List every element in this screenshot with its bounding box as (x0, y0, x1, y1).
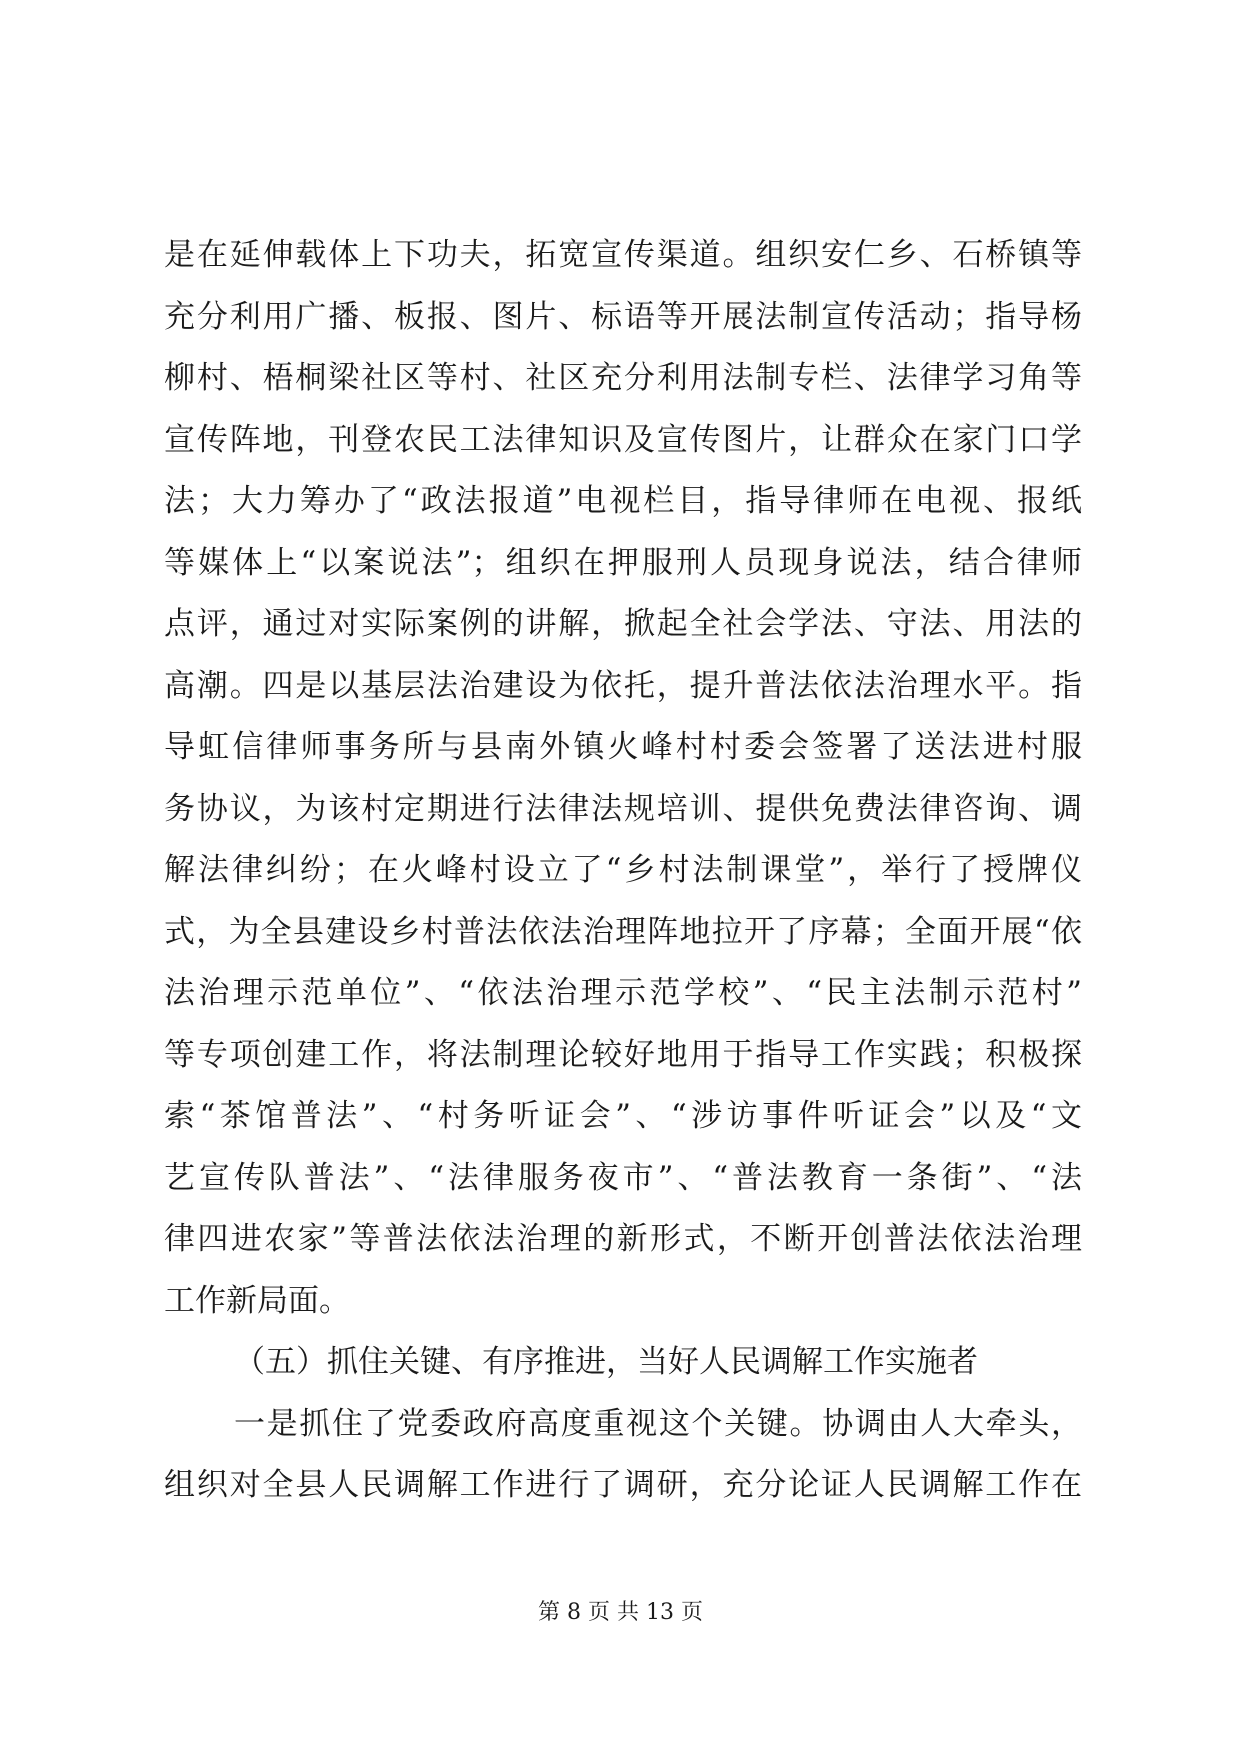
text-line: 等专项创建工作，将法制理论较好地用于指导工作实践；积极探 (164, 1036, 1082, 1073)
text-line: 柳村、梧桐梁社区等村、社区充分利用法制专栏、法律学习角等 (164, 360, 1082, 396)
text-line: 点评，通过对实际案例的讲解，掀起全社会学法、守法、用法的 (164, 606, 1082, 642)
page-number-footer: 第 8 页 共 13 页 (538, 1600, 703, 1625)
text-line: 一是抓住了党委政府高度重视这个关键。协调由人大牵头， (234, 1405, 1082, 1442)
text-line: 等媒体上“以案说法”；组织在押服刑人员现身说法，结合律师 (164, 544, 1082, 581)
text-line: 高潮。四是以基层法治建设为依托，提升普法依法治理水平。指 (164, 667, 1082, 704)
text-line: 充分利用广播、板报、图片、标语等开展法制宣传活动；指导杨 (164, 298, 1082, 335)
text-line: 工作新局面。 (164, 1282, 350, 1319)
body-text (164, 225, 1082, 1517)
text-line: 务协议，为该村定期进行法律法规培训、提供免费法律咨询、调 (164, 790, 1082, 827)
text-line: 组织对全县人民调解工作进行了调研，充分论证人民调解工作在 (164, 1467, 1082, 1503)
text-line: 法治理示范单位”、“依法治理示范学校”、“民主法制示范村” (164, 975, 1082, 1011)
text-line: 是在延伸载体上下功夫，拓宽宣传渠道。组织安仁乡、石桥镇等 (164, 237, 1082, 273)
text-line: 法；大力筹办了“政法报道”电视栏目，指导律师在电视、报纸 (164, 483, 1082, 519)
text-line: 艺宣传队普法”、“法律服务夜市”、“普法教育一条街”、“法 (164, 1159, 1082, 1196)
text-line: 式，为全县建设乡村普法依法治理阵地拉开了序幕；全面开展“依 (164, 913, 1082, 950)
text-line: 导虹信律师事务所与县南外镇火峰村村委会签署了送法进村服 (164, 729, 1082, 765)
text-line: 宣传阵地，刊登农民工法律知识及宣传图片，让群众在家门口学 (164, 421, 1082, 458)
text-line: 索“茶馆普法”、“村务听证会”、“涉访事件听证会”以及“文 (164, 1098, 1082, 1134)
section-heading: （五）抓住关键、有序推进，当好人民调解工作实施者 (234, 1344, 978, 1380)
text-line: 律四进农家”等普法依法治理的新形式，不断开创普法依法治理 (164, 1221, 1082, 1257)
text-line: 解法律纠纷；在火峰村设立了“乡村法制课堂”，举行了授牌仪 (164, 852, 1082, 888)
